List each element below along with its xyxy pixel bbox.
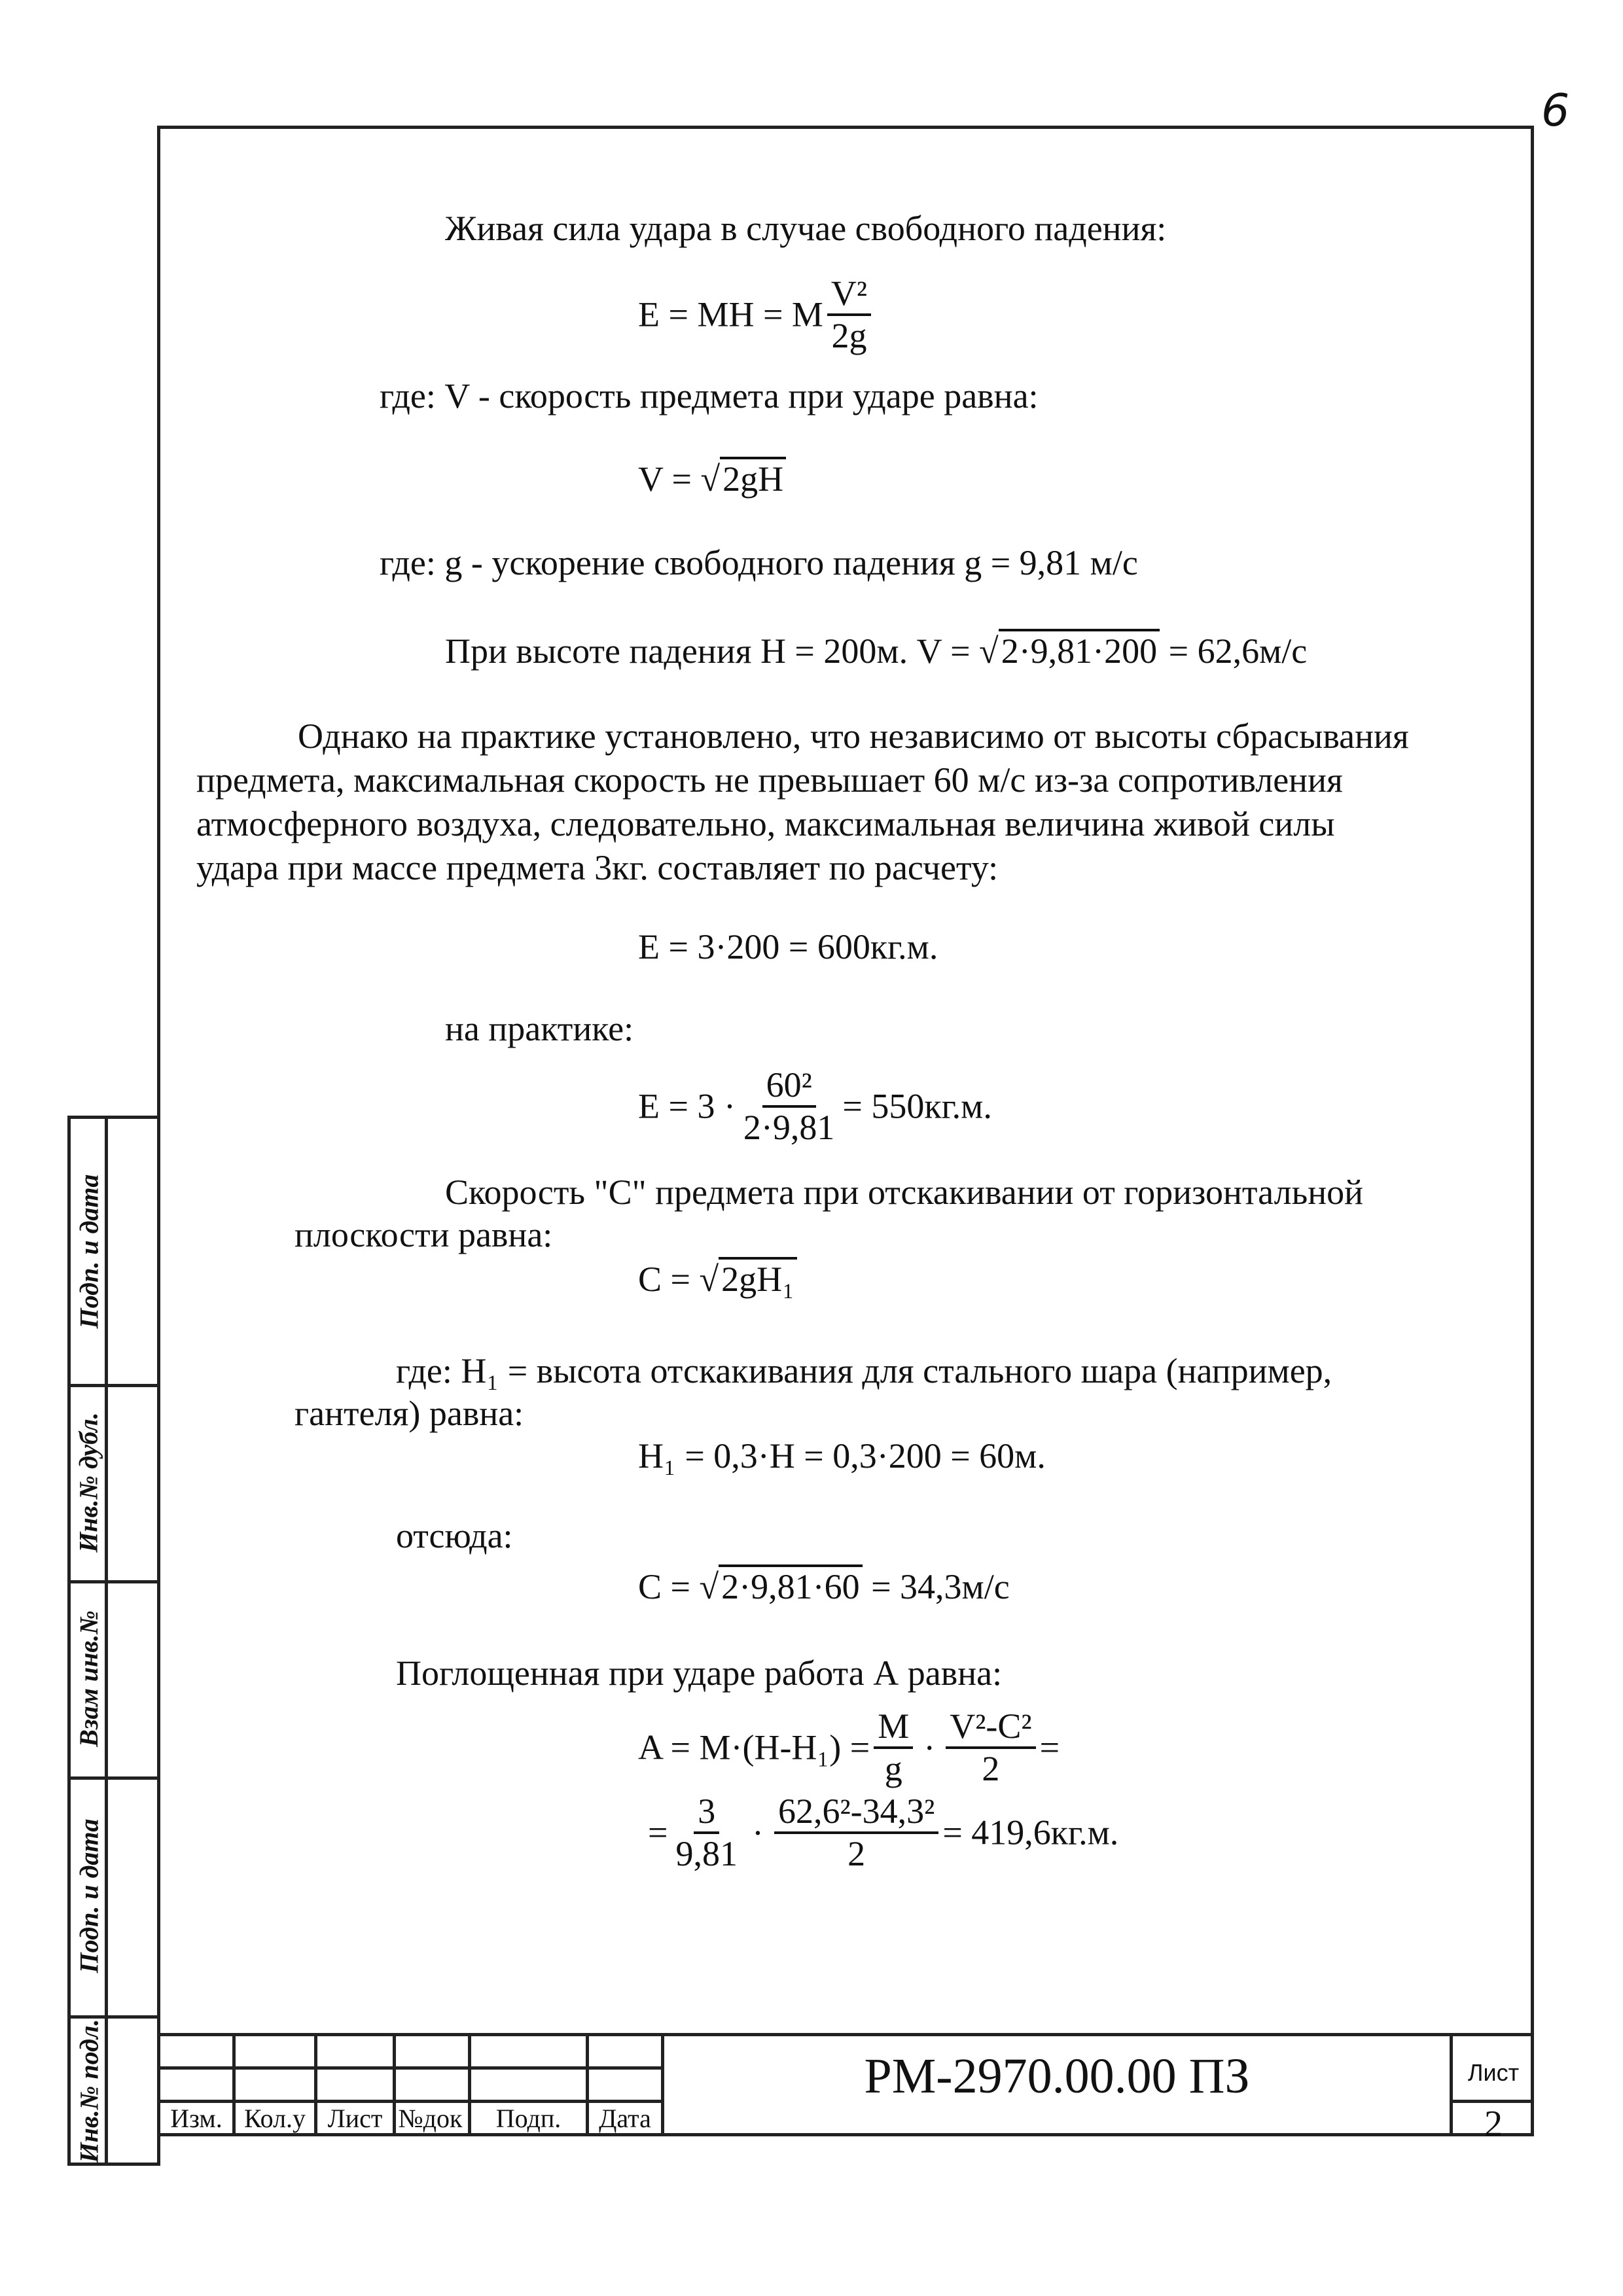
paragraph-practice-line3: атмосферного воздуха, следовательно, максимальная величина живой силы [196, 804, 1335, 843]
height-calc-text: При высоте падения H = 200м. V = √ [445, 631, 999, 671]
height-calc-result: = 62,6м/с [1160, 631, 1308, 671]
formula-energy-practice-lhs: E = 3 · [638, 1086, 736, 1126]
sheet-number: 2 [1484, 2104, 1503, 2144]
paragraph-in-practice: на практике: [445, 1009, 634, 1048]
paragraph-gravity-def: где: g - ускорение свободного падения g = 9,81 м/с [380, 543, 1138, 582]
tb-header-count: Кол.у [243, 2104, 306, 2133]
paragraph-velocity-def: где: V - скорость предмета при ударе равна: [380, 376, 1039, 415]
formula-work-fraction-1 [874, 1708, 913, 1787]
formula-work-lhs: A = M·(H-H₁) = [638, 1727, 870, 1767]
formula-work-equals: = [1039, 1727, 1060, 1767]
paragraph-height-calc [445, 633, 1307, 669]
formula-bounce-speed [638, 1262, 797, 1297]
formula-bounce-result-lhs: C = √ [638, 1567, 719, 1606]
fraction-denominator: 2 [982, 1748, 1000, 1788]
fraction-numerator: 3 [694, 1793, 719, 1834]
fraction-denominator: 2 [847, 1833, 866, 1873]
paragraph-practice-line2: предмета, максимальная скорость не превышает 60 м/с из-за сопротивления [196, 760, 1343, 800]
page-mark: 6 [1541, 85, 1570, 137]
paragraph-practice-line1: Однако на практике установлено, что независимо от высоты сбрасывания [298, 716, 1409, 756]
formula-work-result-fraction-1 [671, 1793, 741, 1872]
fraction-numerator: V² [827, 275, 871, 316]
stamp-inv-orig: Инв.№ подл. [74, 2019, 104, 2163]
tb-line [1450, 2100, 1534, 2103]
tb-header-docnum: №док [398, 2104, 463, 2133]
formula-work-result-equals: = [648, 1812, 668, 1852]
formula-energy [638, 275, 875, 354]
tb-line [661, 2033, 664, 2136]
formula-work-result [648, 1793, 1118, 1872]
stamp-sign-date-1: Подп. и дата [74, 1174, 104, 1329]
paragraph-bounce-speed-line1: Скорость "С" предмета при отскакивании от горизонтальной [445, 1173, 1363, 1212]
tb-header-change: Изм. [170, 2104, 223, 2133]
formula-work-dot: · [923, 1727, 936, 1767]
paragraph-bounce-height-line2: гантеля) равна: [294, 1394, 524, 1433]
tb-line [157, 2033, 1534, 2036]
fraction-denominator: 2·9,81 [743, 1107, 835, 1147]
fraction-numerator: V²-C² [946, 1708, 1035, 1749]
formula-work-fraction-2 [946, 1708, 1035, 1787]
side-stamp-column [67, 1116, 160, 2166]
tb-header-sheet: Лист [327, 2104, 383, 2133]
formula-energy-fraction [827, 275, 871, 354]
paragraph-bounce-speed-line2: плоскости равна: [294, 1215, 553, 1254]
formula-work-result-dot: · [751, 1812, 764, 1852]
stamp-inv-dup: Инв.№ дубл. [74, 1411, 104, 1553]
paragraph-hence: отсюда: [396, 1516, 513, 1555]
formula-work-result-rhs: = 419,6кг.м. [942, 1812, 1119, 1852]
fraction-numerator: M [874, 1708, 913, 1749]
formula-velocity-lhs: V = √ [638, 459, 721, 499]
fraction-numerator: 60² [762, 1067, 816, 1108]
paragraph-bounce-height-line1: где: H₁ = высота отскакивания для стального шара (например, [396, 1351, 1332, 1390]
fraction-denominator: 2g [831, 315, 867, 355]
height-calc-radicand: 2·9,81·200 [999, 629, 1160, 671]
formula-work-result-fraction-2 [774, 1793, 938, 1872]
fraction-numerator: 62,6²-34,3² [774, 1793, 938, 1834]
formula-bounce-result-radicand: 2·9,81·60 [719, 1564, 862, 1606]
paragraph-absorbed-work: Поглощенная при ударе работа А равна: [396, 1653, 1003, 1693]
formula-energy-practice-rhs: = 550кг.м. [842, 1086, 992, 1126]
tb-header-signature: Подп. [495, 2104, 562, 2133]
paragraph-practice-line4: удара при массе предмета 3кг. составляет по расчету: [196, 848, 999, 887]
stamp-sign-date-2: Подп. и дата [74, 1818, 104, 1973]
formula-velocity-radicand: 2gH [720, 457, 786, 499]
sheet-label: Лист [1467, 2059, 1520, 2086]
formula-bounce-result-rhs: = 34,3м/с [862, 1567, 1010, 1606]
formula-bounce-speed-lhs: C = √ [638, 1260, 719, 1299]
document-code: РМ-2970.00.00 ПЗ [864, 2049, 1250, 2104]
paragraph-live-force: Живая сила удара в случае свободного падения: [445, 209, 1167, 248]
formula-energy-practice [638, 1067, 992, 1146]
formula-bounce-speed-radicand: 2gH₁ [719, 1257, 797, 1299]
fraction-denominator: 9,81 [675, 1833, 738, 1873]
fraction-denominator: g [884, 1748, 902, 1788]
formula-energy-calc: E = 3·200 = 600кг.м. [638, 927, 938, 966]
formula-work [638, 1708, 1060, 1787]
formula-energy-practice-fraction [740, 1067, 838, 1146]
formula-bounce-result [638, 1569, 1010, 1604]
stamp-replace-inv: Взам инв.№ [74, 1610, 103, 1747]
formula-energy-lhs: E = MH = M [638, 294, 823, 334]
formula-velocity [638, 461, 786, 497]
tb-header-date: Дата [599, 2104, 651, 2133]
formula-bounce-height: H₁ = 0,3·H = 0,3·200 = 60м. [638, 1436, 1046, 1475]
